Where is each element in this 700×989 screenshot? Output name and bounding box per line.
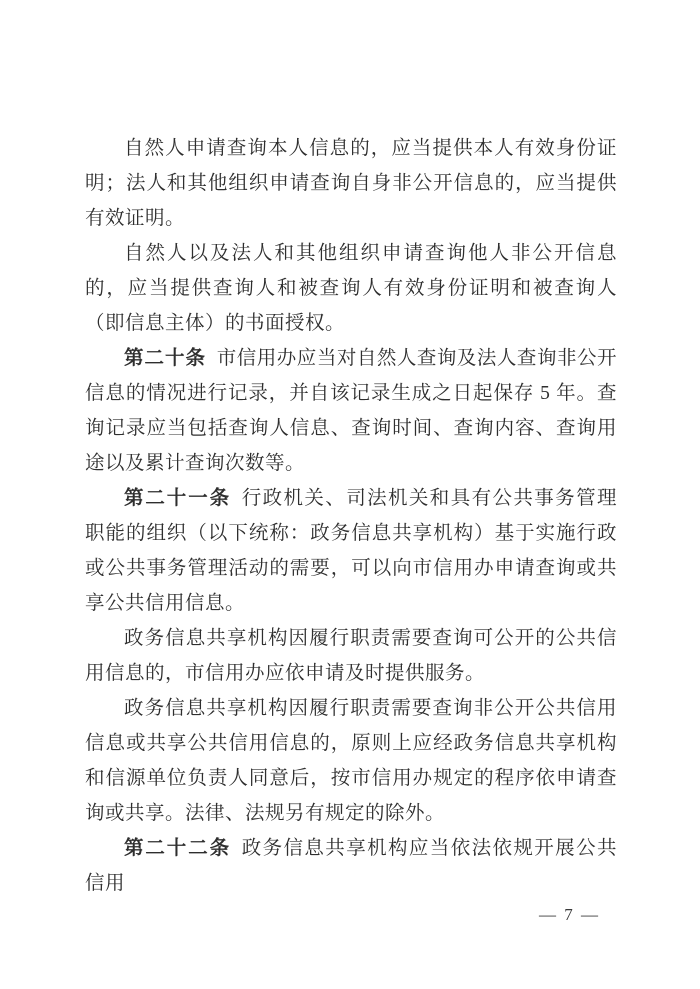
paragraph-text: 市信用办应当对自然人查询及法人查询非公开信息的情况进行记录，并自该记录生成之日起保存 5 年。查询记录应当包括查询人信息、查询时间、查询内容、查询用途以及累计查询次数等。 bbox=[85, 348, 617, 474]
page-number: — 7 — bbox=[539, 905, 600, 924]
paragraph-article-22 bbox=[85, 831, 617, 901]
article-number: 第二十二条 bbox=[124, 838, 231, 859]
paragraph bbox=[85, 621, 617, 691]
paragraph-article-21 bbox=[85, 481, 617, 621]
paragraph bbox=[85, 236, 617, 341]
paragraph-text: 自然人申请查询本人信息的，应当提供本人有效身份证明；法人和其他组织申请查询自身非公开信息的，应当提供有效证明。 bbox=[85, 138, 617, 229]
paragraph-text: 政务信息共享机构因履行职责需要查询非公开公共信用信息或共享公共信用信息的，原则上应经政务信息共享机构和信源单位负责人同意后，按市信用办规定的程序依申请查询或共享。法律、法规另有规定的除外。 bbox=[85, 698, 617, 824]
article-number: 第二十条 bbox=[124, 348, 207, 369]
paragraph-text: 政务信息共享机构应当依法依规开展公共信用 bbox=[85, 838, 617, 894]
paragraph-text: 行政机关、司法机关和具有公共事务管理职能的组织（以下统称：政务信息共享机构）基于实施行政或公共事务管理活动的需要，可以向市信用办申请查询或共享公共信用信息。 bbox=[85, 488, 617, 614]
paragraph bbox=[85, 691, 617, 831]
paragraph-article-20 bbox=[85, 341, 617, 481]
paragraph-text: 政务信息共享机构因履行职责需要查询可公开的公共信用信息的，市信用办应依申请及时提供服务。 bbox=[85, 628, 617, 684]
paragraph-text: 自然人以及法人和其他组织申请查询他人非公开信息的，应当提供查询人和被查询人有效身份证明和被查询人（即信息主体）的书面授权。 bbox=[85, 243, 617, 334]
document-body bbox=[85, 131, 617, 901]
paragraph bbox=[85, 131, 617, 236]
article-number: 第二十一条 bbox=[124, 488, 231, 509]
